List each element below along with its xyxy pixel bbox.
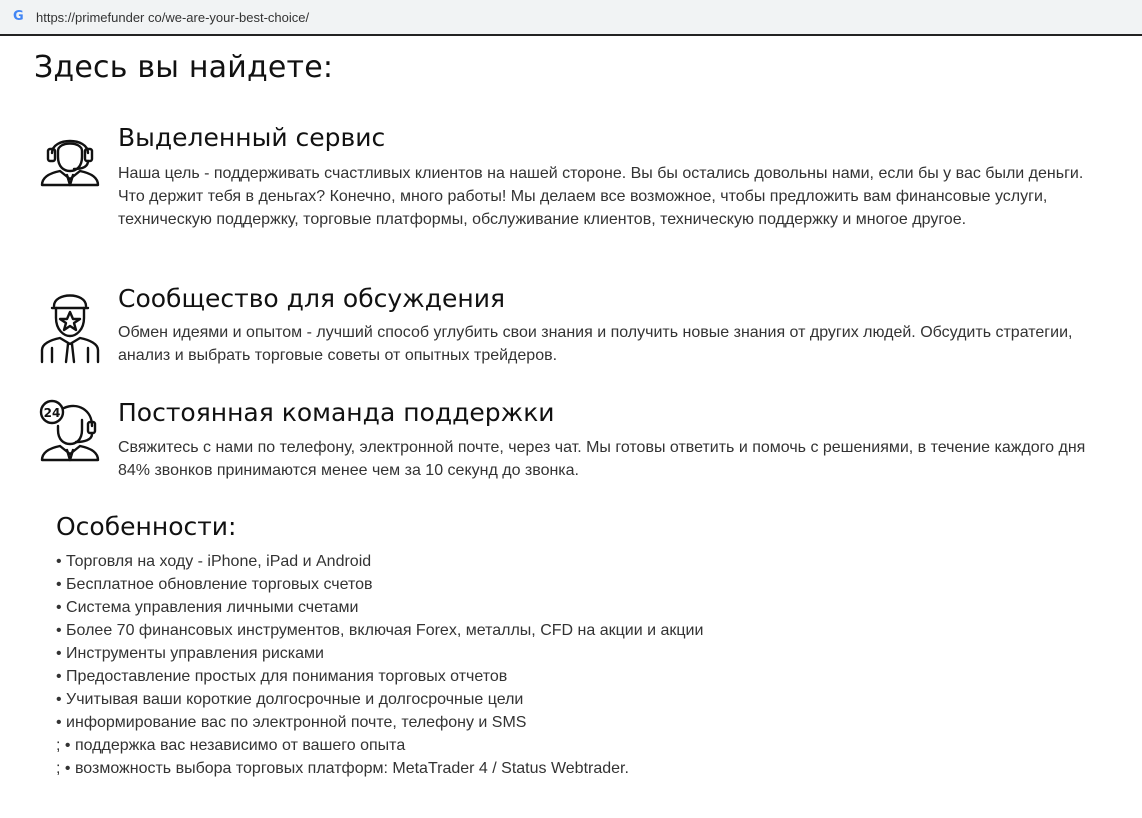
list-item: • Торговля на ходу - iPhone, iPad и Android [56,553,372,570]
svg-text:24: 24 [43,406,61,420]
support-24-icon [38,398,102,462]
features-section-title: Особенности: [56,512,237,541]
google-g-icon: G [13,9,24,24]
list-item: • Предоставление простых для понимания торговых отчетов [56,668,508,685]
community-person-icon [38,280,102,364]
list-item: • Система управления личными счетами [56,599,359,616]
feature-text: Обмен идеями и опытом - лучший способ углубить свои знания и получить новые знания от других людей. Обсудить стратегии, анализ и выбрать торговые советы от опытных трейдеров. [118,324,1073,364]
list-item: • Более 70 финансовых инструментов, включая Forex, металлы, CFD на акции и акции [56,622,704,639]
url-text[interactable]: https://primefunder co/we-are-your-best-choice/ [36,10,310,25]
features-list [56,550,703,780]
feature-title: Сообщество для обсуждения [118,284,505,313]
page-title: Здесь вы найдете: [34,50,334,85]
list-item: • Бесплатное обновление торговых счетов [56,576,373,593]
feature-title: Постоянная команда поддержки [118,398,555,427]
feature-text: Наша цель - поддерживать счастливых клиентов на нашей стороне. Вы бы остались довольны нами, если бы у вас были деньги. Что держит тебя в деньгах? Конечно, много работы! Мы делаем все возможное, чтобы предложить вам финансовые услуги, техническую поддержку, торговые платформы, обслуживание клиентов, техническую поддержку и многое другое. [118,165,1084,228]
headset-agent-icon [38,123,102,187]
feature-title: Выделенный сервис [118,123,386,152]
address-bar[interactable] [0,0,1142,36]
list-item: • Учитывая ваши короткие долгосрочные и долгосрочные цели [56,691,524,708]
list-item: • информирование вас по электронной почте, телефону и SMS [56,714,527,731]
list-item: ; • возможность выбора торговых платформ: MetaTrader 4 / Status Webtrader. [56,760,629,777]
list-item: ; • поддержка вас независимо от вашего опыта [56,737,406,754]
feature-text: Свяжитесь с нами по телефону, электронной почте, через чат. Мы готовы ответить и помочь с решениями, в течение каждого дня 84% звонков принимаются менее чем за 10 секунд до звонка. [118,439,1086,479]
list-item: • Инструменты управления рисками [56,645,324,662]
